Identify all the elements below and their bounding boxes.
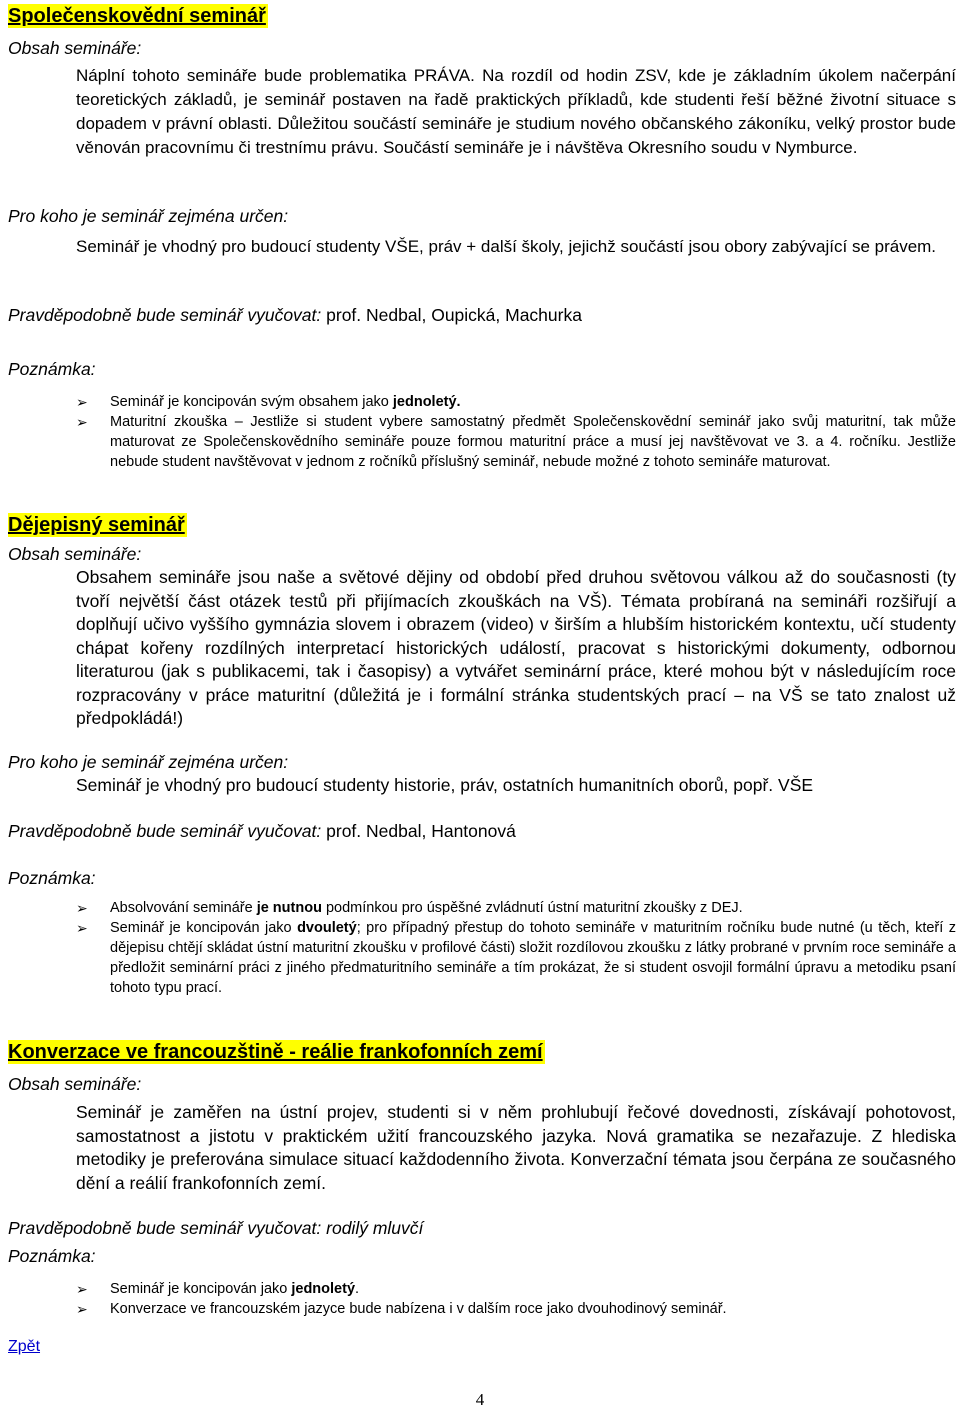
teachers-line [8, 304, 582, 326]
content-label: Obsah semináře: [8, 38, 142, 58]
arrow-bullet-icon: ➢ [76, 900, 88, 916]
teachers-value: prof. Nedbal, Oupická, Machurka [326, 305, 582, 325]
teachers-line [8, 820, 516, 842]
audience-paragraph: Seminář je vhodný pro budoucí studenty historie, práv, ostatních humanitních oborů, popř. VŠE [76, 775, 814, 795]
content-paragraph: Náplní tohoto semináře bude problematika PRÁVA. Na rozdíl od hodin ZSV, kde je základním úkolem načerpání teoretických základů, je seminář postaven na řadě praktických příkladů, kde studenti řeší běžné životní situace s dopadem v právní oblasti. Důležitou součástí semináře je studium nového občanského zákoníku, velký prostor bude věnován pracovnímu či trestnímu právu. Součástí semináře je i návštěva Okresního soudu v Nymburce. [76, 66, 956, 157]
list-item: ➢ Absolvování semináře je nutnou podmínkou pro úspěšné zvládnutí ústní maturitní zkoušky z DEJ. [76, 900, 743, 916]
teachers-label: Pravděpodobně bude seminář vyučovat: [8, 1218, 322, 1238]
content-paragraph: Obsahem semináře jsou naše a světové dějiny od období před druhou světovou válkou až do současnosti (ty tvoří největší část otázek testů při přijímacích zkouškách na VŠ). Témata probíraná na semináři rozšiřují a doplňují učivo vyššího gymnázia slovem i obrazem (video) v širším a hlubším historickém kontextu, učí studenty chápat kořeny rozdílných interpretací historických událostí, pracovat s historickými dokumenty, odbornou literaturou (jak s publikacemi, tak i časopisy) a vytvářet seminární práce, které mohou být v následujícím roce rozpracovány v práce maturitní (důležitá je i formální stránka studentských prací – na VŠ se tato znalost už předpokládá!) [76, 567, 956, 728]
list-item: ➢ Seminář je koncipován svým obsahem jako jednoletý. [76, 394, 461, 410]
note-list [76, 898, 956, 998]
section-title: Dějepisný seminář [8, 514, 185, 536]
page-number: 4 [475, 1390, 485, 1409]
note-label: Poznámka: [8, 359, 96, 379]
list-item: ➢ Seminář je koncipován jako dvouletý; pro případný přestup do tohoto semináře v maturitním ročníku bude nutné (u těch, kteří z dějepisu chtějí skládat ústní maturitní zkoušku v profilové části) složit rozdílovou zkoušku z látky probrané v prvním roce semináře a předložit seminární práci z jiného předmaturitního semináře a tím prokázat, že si student osvojil formální úpravu a metodiku psaní tohoto typu prací. [76, 920, 956, 996]
note-label: Poznámka: [8, 868, 96, 888]
audience-paragraph: Seminář je vhodný pro budoucí studenty VŠE, práv + další školy, jejichž součástí jsou obory zabývající se právem. [76, 237, 937, 256]
arrow-bullet-icon: ➢ [76, 394, 88, 410]
section-title: Společenskovědní seminář [8, 5, 266, 27]
teachers-line [8, 1217, 423, 1239]
content-paragraph: Seminář je zaměřen na ústní projev, studenti si v něm prohlubují řečové dovednosti, získávají pohotovost, samostatnost a jistotu v praktickém užití francouzského jazyka. Nová gramatika se nezařazuje. Z hlediska metodiky je preferována simulace situací každodenního života. Konverzační témata jsou čerpána ze současného dění a reálií frankofonních zemí. [76, 1102, 956, 1193]
content-label: Obsah semináře: [8, 544, 142, 564]
teachers-label: Pravděpodobně bude seminář vyučovat: [8, 305, 322, 325]
section-title: Konverzace ve francouzštině - reálie frankofonních zemí [8, 1041, 543, 1063]
audience-label: Pro koho je seminář zejména určen: [8, 752, 289, 772]
arrow-bullet-icon: ➢ [76, 1301, 88, 1317]
arrow-bullet-icon: ➢ [76, 1281, 88, 1297]
teachers-label: Pravděpodobně bude seminář vyučovat: [8, 821, 322, 841]
content-label: Obsah semináře: [8, 1074, 142, 1094]
audience-label: Pro koho je seminář zejména určen: [8, 206, 289, 226]
note-label: Poznámka: [8, 1246, 96, 1266]
teachers-value: rodilý mluvčí [326, 1218, 424, 1238]
back-link[interactable]: Zpět [8, 1338, 41, 1355]
note-list [76, 1279, 956, 1319]
list-item: ➢ Seminář je koncipován jako jednoletý. [76, 1281, 360, 1297]
arrow-bullet-icon: ➢ [76, 920, 88, 936]
list-item: ➢ Maturitní zkouška – Jestliže si student vybere samostatný předmět Společenskovědní seminář jako svůj maturitní, tak může maturovat ze Společenskovědního semináře pouze formou maturitní práce a musí jej navštěvovat ve 3. a 4. ročníku. Jestliže nebude student navštěvovat v jednom z ročníků příslušný seminář, nebude možné z tohoto semináře maturovat. [76, 414, 956, 470]
note-list [76, 392, 956, 472]
list-item: ➢ Konverzace ve francouzském jazyce bude nabízena i v dalším roce jako dvouhodinový seminář. [76, 1301, 727, 1317]
arrow-bullet-icon: ➢ [76, 414, 88, 430]
teachers-value: prof. Nedbal, Hantonová [326, 821, 516, 841]
